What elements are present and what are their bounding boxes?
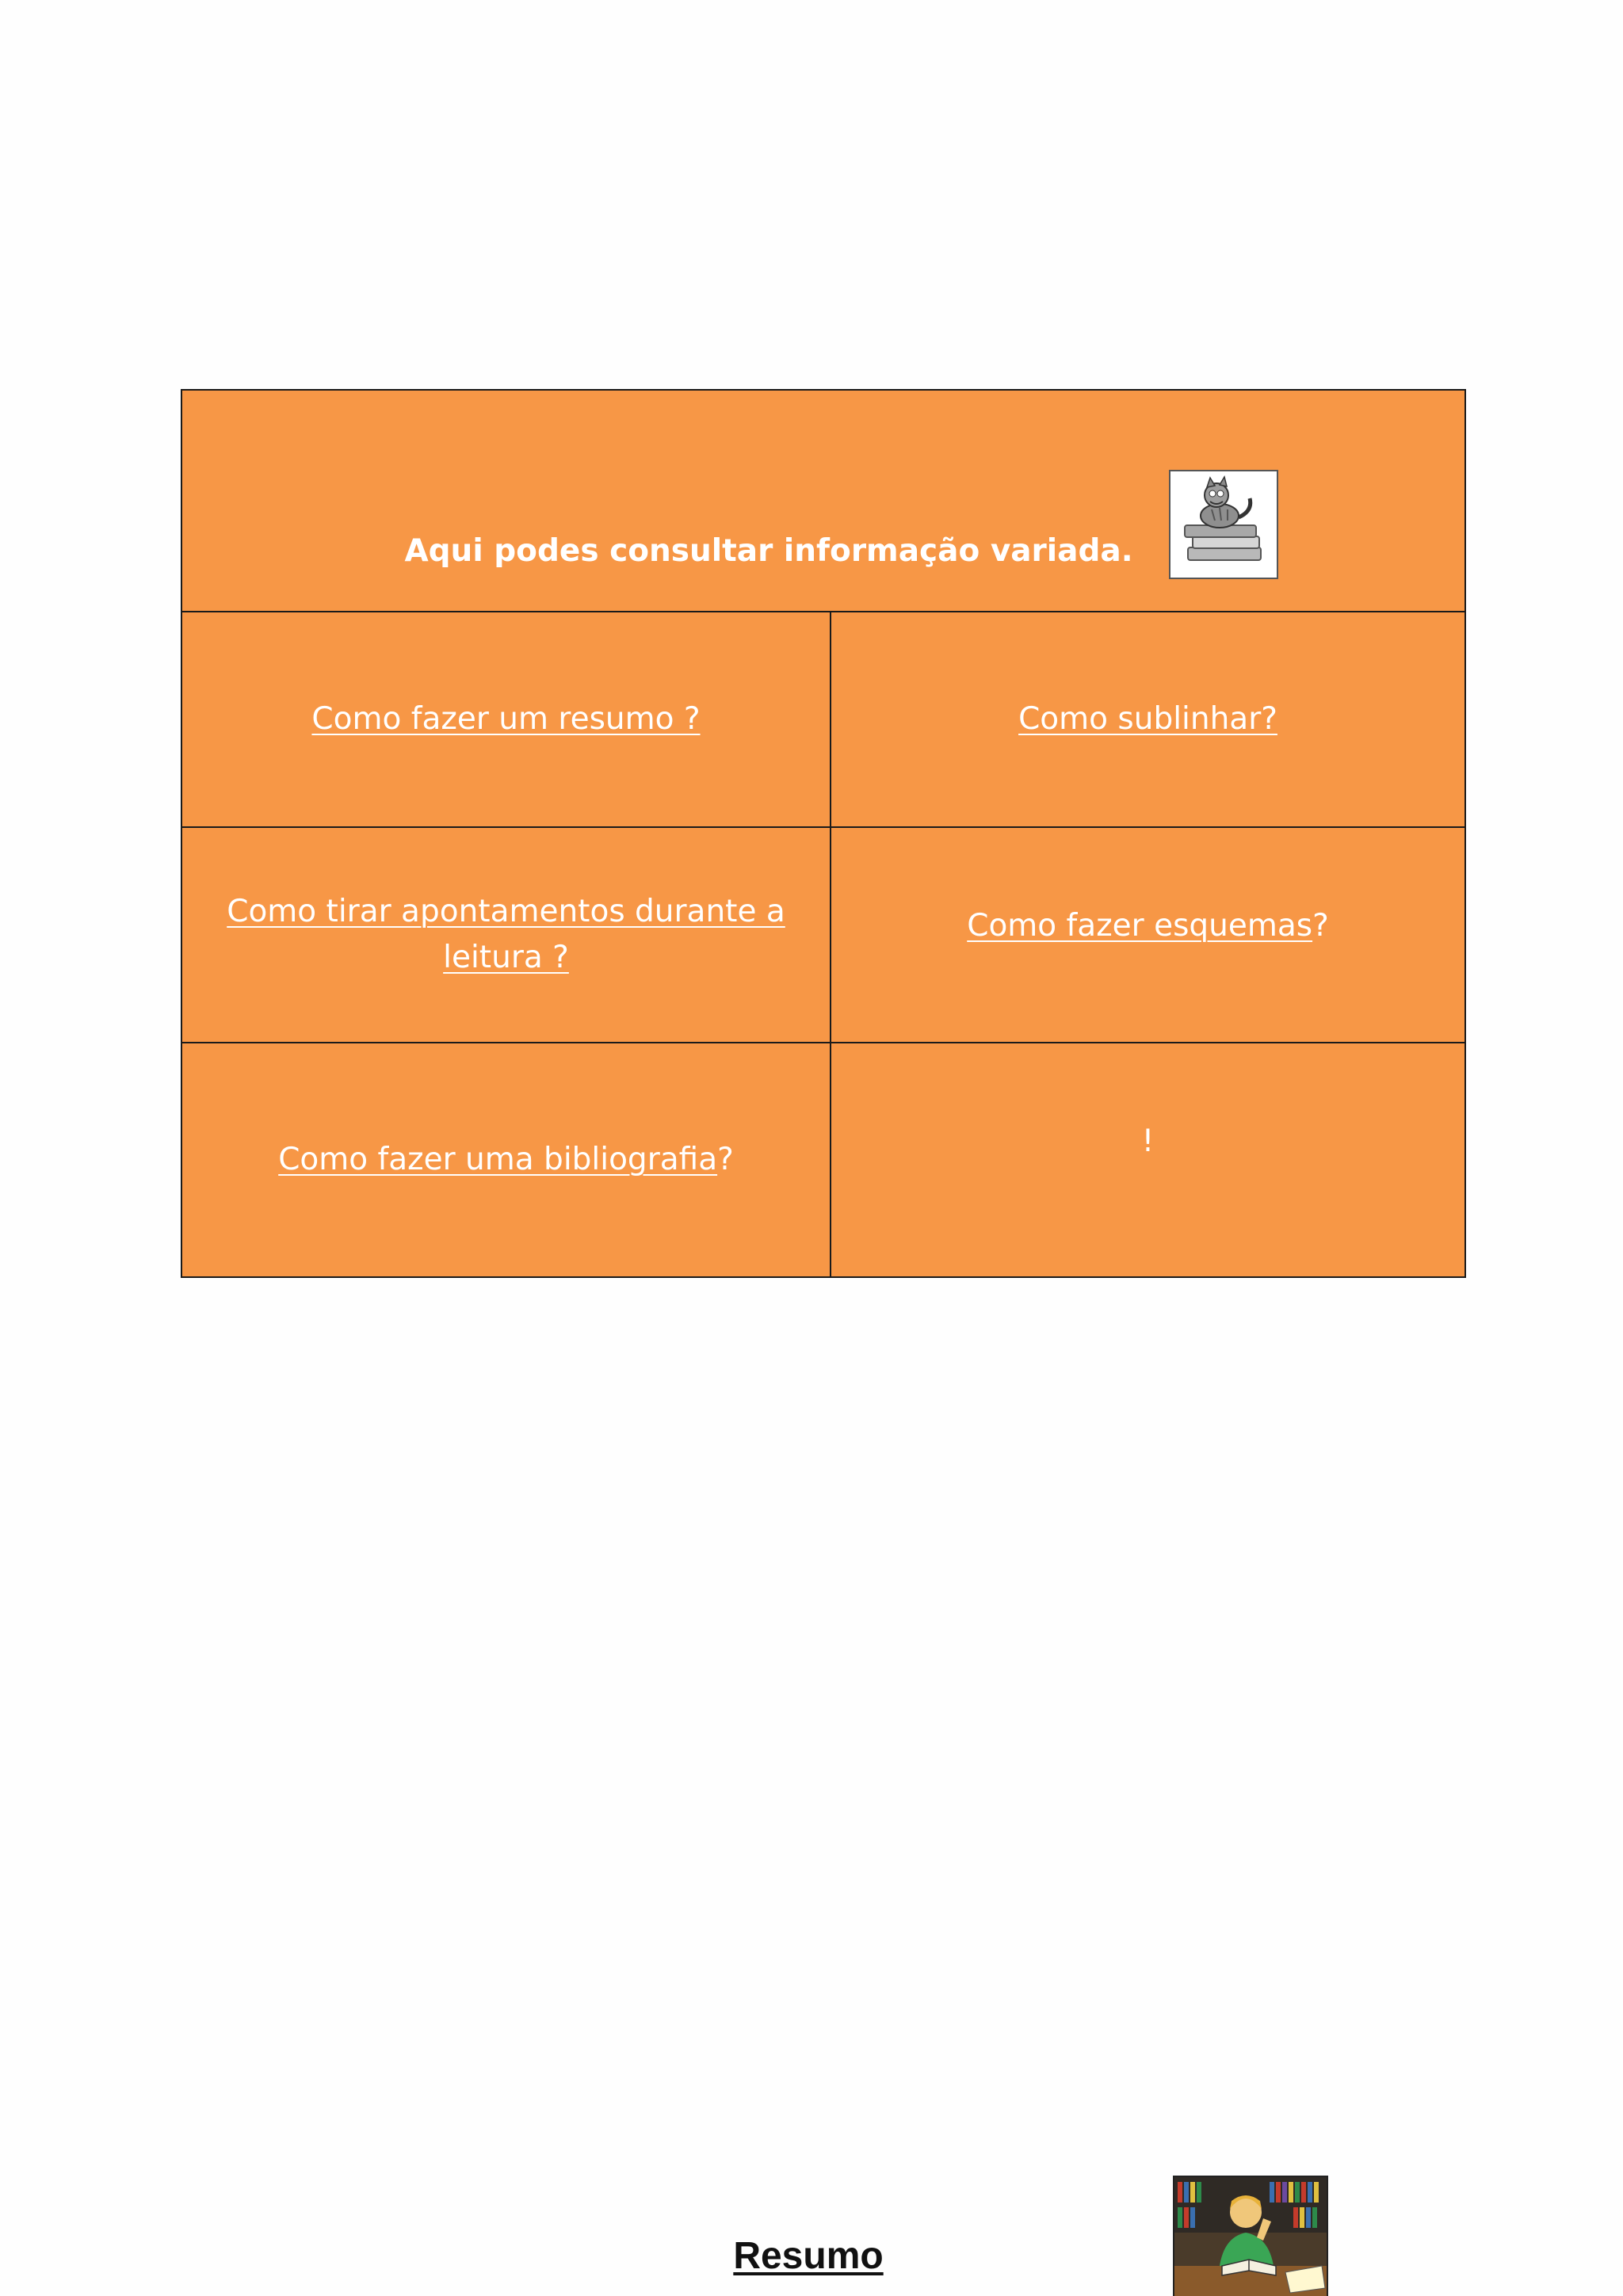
section-title-resumo: Resumo (733, 2235, 884, 2277)
esquemas-question-mark: ? (1312, 908, 1329, 944)
cell-apontamentos (181, 827, 831, 1043)
link-apontamentos-line2: leitura ? (443, 940, 569, 975)
cell-bibliografia (181, 1043, 831, 1277)
info-menu-table (181, 389, 1466, 1278)
table-header-cell (181, 390, 1465, 612)
link-apontamentos-line1: Como tirar apontamentos durante a (227, 894, 785, 929)
cell-empty (831, 1043, 1465, 1277)
exclamation-mark: ! (1141, 1123, 1155, 1159)
student-reading-icon (1173, 2176, 1328, 2296)
link-como-fazer-bibliografia[interactable]: Como fazer uma bibliografia (278, 1142, 718, 1177)
table-header-text: Aqui podes consultar informação variada. (404, 533, 1133, 569)
link-como-tirar-apontamentos[interactable] (227, 894, 785, 975)
link-como-fazer-esquemas[interactable]: Como fazer esquemas (967, 908, 1313, 944)
cell-resumo (181, 612, 831, 827)
garfield-on-books-icon (1169, 470, 1278, 579)
bibliografia-question-mark: ? (717, 1142, 734, 1177)
cell-sublinhar (831, 612, 1465, 827)
cell-esquemas (831, 827, 1465, 1043)
link-como-sublinhar[interactable]: Como sublinhar? (1018, 701, 1277, 737)
link-como-fazer-resumo[interactable]: Como fazer um resumo ? (311, 701, 701, 737)
